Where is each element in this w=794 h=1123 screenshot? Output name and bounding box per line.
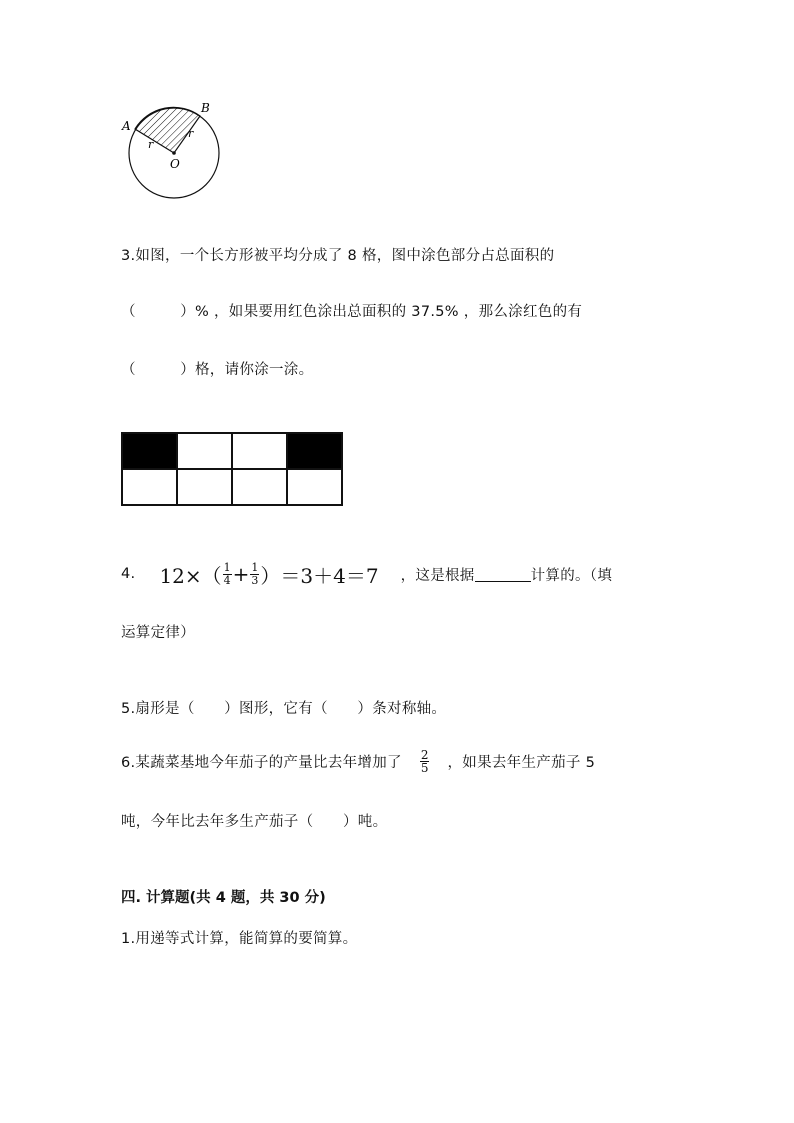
q4-number: 4. — [121, 566, 136, 582]
q4-fraction-1 — [223, 562, 232, 587]
q3-line2: （ ）% ，如果要用红色涂出总面积的 37.5% ，那么涂红色的有 — [121, 304, 583, 320]
label-r-right: r — [188, 127, 194, 140]
section4-q1: 1.用递等式计算，能简算的要简算。 — [121, 931, 358, 947]
q6-frac-num: 2 — [420, 747, 429, 762]
q4-expr-left: 12×（ — [159, 563, 222, 588]
label-b: B — [201, 101, 210, 115]
grid-cell[interactable] — [287, 469, 342, 505]
q6-text2: ，如果去年生产茄子 5 — [447, 754, 596, 771]
q4-text1: ，这是根据 — [400, 567, 475, 584]
grid-cell[interactable] — [177, 469, 232, 505]
q4-answer-blank[interactable] — [475, 567, 531, 582]
q4-frac1-num: 1 — [223, 560, 231, 574]
q4-frac2-num: 1 — [251, 560, 259, 574]
grid-cell-shaded[interactable] — [287, 433, 342, 469]
grid-cell-shaded[interactable] — [122, 433, 177, 469]
q6-line2: 吨，今年比去年多生产茄子（ ）吨。 — [121, 814, 388, 830]
q4-frac1-den: 4 — [223, 573, 231, 587]
q4-row — [121, 556, 612, 592]
grid-row — [122, 469, 342, 505]
q4-frac2-den: 3 — [251, 573, 259, 587]
sector-figure — [118, 96, 228, 206]
grid-row — [122, 433, 342, 469]
grid-cell[interactable] — [232, 433, 287, 469]
q6-row — [121, 744, 595, 778]
grid-cell[interactable] — [122, 469, 177, 505]
q3-line1: 3.如图，一个长方形被平均分成了 8 格，图中涂色部分占总面积的 — [121, 248, 555, 264]
q4-expr-right: ）＝3＋4＝7 — [260, 563, 379, 588]
q3-line3: （ ）格，请你涂一涂。 — [121, 362, 314, 378]
q6-fraction — [420, 749, 430, 774]
q6-frac-den: 5 — [420, 760, 429, 775]
section-heading: 四. 计算题(共 4 题，共 30 分) — [121, 890, 326, 906]
q5-text: 5.扇形是（ ）图形，它有（ ）条对称轴。 — [121, 701, 447, 717]
grid-cell[interactable] — [177, 433, 232, 469]
q4-fraction-2 — [250, 562, 259, 587]
q6-text1: 6.某蔬菜基地今年茄子的产量比去年增加了 — [121, 754, 402, 771]
q4-line2: 运算定律） — [121, 625, 195, 641]
label-a: A — [122, 119, 131, 133]
label-o: O — [170, 157, 180, 171]
center-dot — [172, 151, 176, 155]
grid-cell[interactable] — [232, 469, 287, 505]
q4-text2: 计算的。（填 — [530, 567, 613, 584]
rectangle-grid — [121, 432, 343, 506]
label-r-left: r — [148, 138, 154, 151]
q4-plus: + — [232, 562, 250, 586]
